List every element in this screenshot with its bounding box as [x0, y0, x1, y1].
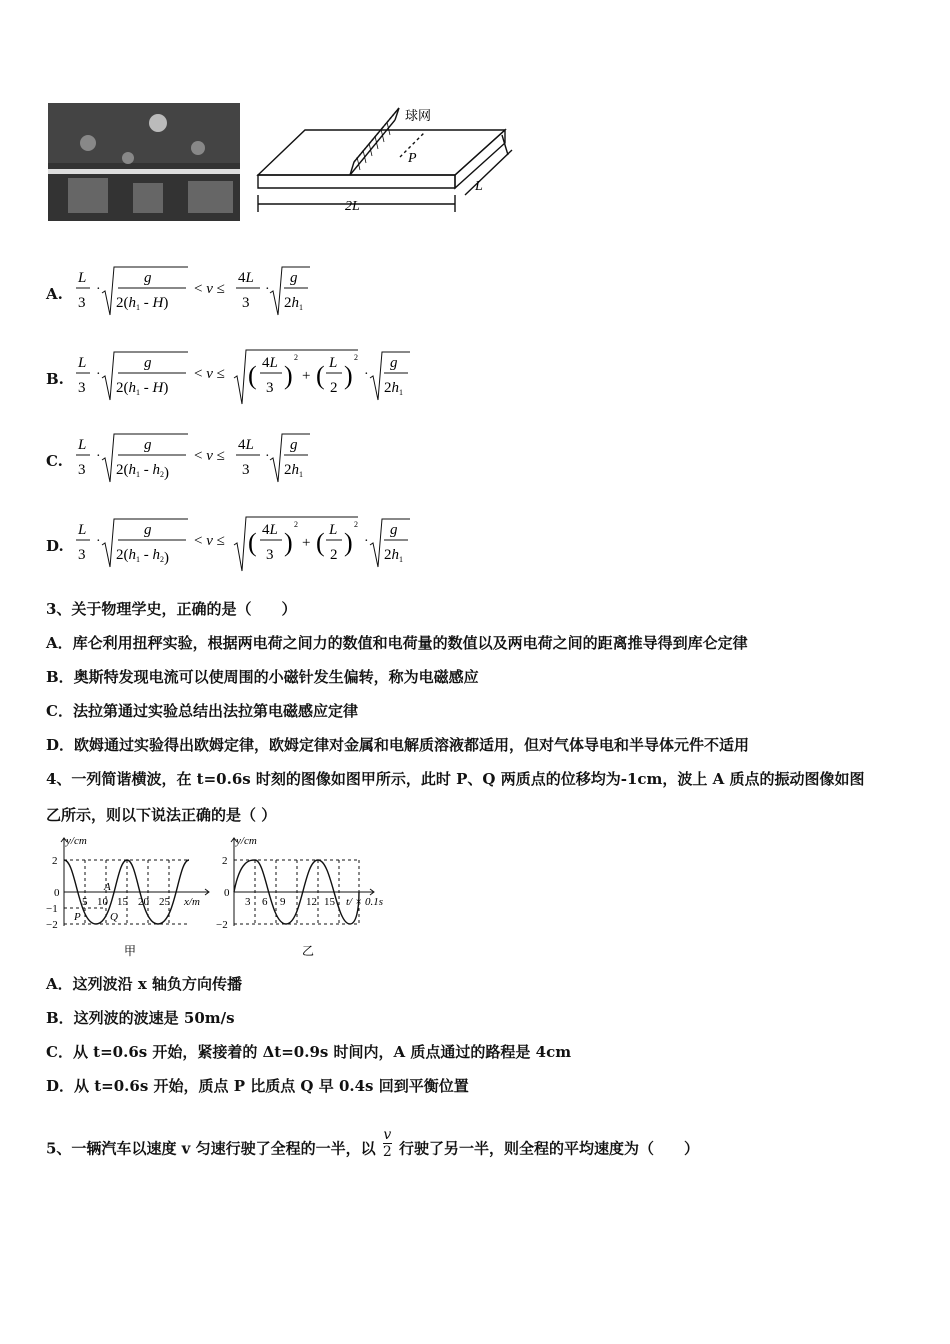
q2-option-formula [76, 263, 436, 325]
width-l-label: L [475, 179, 483, 194]
svg-text:2: 2 [330, 380, 338, 396]
graph-a-point-a: A [104, 881, 111, 893]
svg-text:3: 3 [242, 295, 250, 311]
graph-b-ytick: 2 [222, 855, 228, 867]
svg-text:·: · [96, 367, 101, 382]
svg-text:< v ≤: < v ≤ [194, 448, 225, 464]
svg-text:g: g [290, 270, 298, 286]
graph-a-xtick: 5 [82, 896, 88, 908]
svg-text:2(h1 - H): $2(h_1 - H)$ [116, 295, 169, 312]
svg-text:g: g [144, 522, 152, 538]
graph-a-xtick: 10 [97, 896, 108, 908]
svg-text:4L: 4L [238, 437, 254, 453]
svg-text:2: 2 [294, 520, 298, 529]
svg-text:< v ≤: < v ≤ [194, 533, 225, 549]
q3-option-d: D．欧姆通过实验得出欧姆定律，欧姆定律对金属和电解质溶液都适用，但对气体导电和半导体元件不适用 [46, 736, 750, 754]
graph-a-ytick: 0 [54, 887, 60, 899]
svg-text:g: g [390, 522, 398, 538]
point-p-label: P [408, 151, 417, 166]
q5-fraction [383, 1127, 392, 1160]
svg-text:(: ( [248, 361, 257, 390]
svg-text:): ) [284, 528, 293, 557]
svg-text:): ) [344, 361, 353, 390]
vibration-graph-b [214, 830, 404, 960]
svg-text:L: L [329, 522, 338, 538]
svg-text:4L: 4L [238, 270, 254, 286]
q4-stem-line2: 乙所示，则以下说法正确的是（ ） [46, 806, 277, 824]
graph-a-xtick: 15 [117, 896, 128, 908]
graph-b-xlabel: t/ × 0.1s [346, 896, 384, 908]
graph-b-ytick: −2 [216, 919, 228, 931]
q3-stem: 3、关于物理学史，正确的是（ ） [46, 600, 297, 618]
svg-text:(: ( [248, 528, 257, 557]
graph-b-ylabel: y/cm [236, 835, 257, 847]
svg-text:2: 2 [294, 353, 298, 362]
q2-option-formula [76, 430, 436, 492]
svg-text:·: · [96, 282, 101, 297]
q5-frac-num: v [383, 1127, 392, 1143]
svg-text:2: 2 [330, 547, 338, 563]
q3-option-c: C．法拉第通过实验总结出法拉第电磁感应定律 [46, 702, 358, 720]
svg-text:·: · [265, 282, 270, 297]
q2-option-label: A. [46, 285, 63, 303]
q4-option-d: D．从 t=0.6s 开始，质点 P 比质点 Q 早 0.4s 回到平衡位置 [46, 1077, 469, 1095]
graph-a-xtick: 20 [138, 896, 149, 908]
court-diagram [250, 100, 520, 225]
graph-a-point-p: P [74, 911, 81, 923]
q5-stem-after: 行驶了另一半，则全程的平均速度为（ ） [399, 1139, 700, 1158]
svg-text:·: · [96, 449, 101, 464]
q2-option-formula [76, 348, 436, 410]
svg-text:(: ( [316, 528, 325, 557]
wave-graph-a [44, 830, 214, 960]
q5-stem-before: 5、一辆汽车以速度 v 匀速行驶了全程的一半，以 [46, 1139, 376, 1158]
svg-text:+: + [302, 368, 311, 384]
graph-b-xtick: 15 [324, 896, 335, 908]
svg-text:g: g [290, 437, 298, 453]
net-label: 球网 [405, 108, 432, 123]
svg-text:2(h1 - h2): $2(h_1 - h_2)$ [116, 547, 169, 566]
q2-option-label: D. [46, 537, 64, 555]
graph-a-ytick: −2 [46, 919, 58, 931]
svg-text:3: 3 [78, 295, 86, 311]
svg-text:g: g [144, 437, 152, 453]
length-2l-label: 2L [345, 199, 360, 214]
q4-stem-line1: 4、一列简谐横波，在 t=0.6s 时刻的图像如图甲所示，此时 P、Q 两质点的位移均为-1cm，波上 A 质点的振动图像如图 [46, 770, 865, 788]
graph-b-xtick: 6 [262, 896, 268, 908]
svg-text:g: g [144, 270, 152, 286]
q5-frac-den: 2 [382, 1144, 392, 1160]
q2-option-formula [76, 515, 436, 577]
graph-a-point-q: Q [110, 911, 118, 923]
svg-text:3: 3 [78, 547, 86, 563]
svg-text:·: · [96, 534, 101, 549]
volleyball-photo [48, 103, 240, 221]
svg-text:·: · [265, 449, 270, 464]
svg-text:L: L [78, 355, 87, 371]
graph-a-ytick: 2 [52, 855, 58, 867]
svg-text:L: L [78, 270, 87, 286]
graph-b-xtick: 3 [245, 896, 251, 908]
graph-a-ytick: −1 [46, 903, 58, 915]
svg-text:L: L [329, 355, 338, 371]
svg-text:L: L [78, 522, 87, 538]
graph-b-caption: 乙 [302, 944, 315, 958]
svg-text:L: L [78, 437, 87, 453]
svg-text:3: 3 [266, 380, 274, 396]
svg-text:2h1: $2h_1$ [284, 295, 303, 312]
q5-stem [46, 1127, 700, 1166]
svg-text:+: + [302, 535, 311, 551]
svg-text:2h1: $2h_1$ [284, 462, 303, 479]
q4-option-b: B．这列波的波速是 50m/s [46, 1009, 235, 1027]
svg-text:< v ≤: < v ≤ [194, 281, 225, 297]
svg-text:3: 3 [78, 380, 86, 396]
graph-a-xtick: 25 [159, 896, 170, 908]
svg-text:g: g [390, 355, 398, 371]
q2-option-label: C. [46, 452, 63, 470]
svg-text:2(h1 - H): $2(h_1 - H)$ [116, 380, 169, 397]
svg-text:3: 3 [242, 462, 250, 478]
q2-option-label: B. [46, 370, 64, 388]
svg-text:·: · [364, 534, 369, 549]
graph-b-xtick: 12 [306, 896, 317, 908]
svg-text:g: g [144, 355, 152, 371]
q3-option-a: A．库仑利用扭秤实验，根据两电荷之间力的数值和电荷量的数值以及两电荷之间的距离推导得到库仑定律 [46, 634, 748, 652]
svg-text:4L: 4L [262, 522, 278, 538]
svg-text:3: 3 [78, 462, 86, 478]
graph-a-ylabel: y/cm [66, 835, 87, 847]
graph-a-caption: 甲 [124, 944, 137, 958]
svg-text:2(h1 - h2): $2(h_1 - h_2)$ [116, 462, 169, 481]
graph-a-xlabel: x/m [184, 896, 200, 908]
q4-option-c: C．从 t=0.6s 开始，紧接着的 Δt=0.9s 时间内，A 质点通过的路程是 4cm [46, 1043, 572, 1061]
svg-text:(: ( [316, 361, 325, 390]
svg-text:3: 3 [266, 547, 274, 563]
svg-text:2: 2 [354, 353, 358, 362]
svg-text:2h1: $2h_1$ [384, 380, 403, 397]
q4-option-a: A．这列波沿 x 轴负方向传播 [46, 975, 243, 993]
svg-text:< v ≤: < v ≤ [194, 366, 225, 382]
svg-text:): ) [284, 361, 293, 390]
svg-text:·: · [364, 367, 369, 382]
svg-text:): ) [344, 528, 353, 557]
q3-option-b: B．奥斯特发现电流可以使周围的小磁针发生偏转，称为电磁感应 [46, 668, 479, 686]
svg-text:4L: 4L [262, 355, 278, 371]
graph-b-ytick: 0 [224, 887, 230, 899]
svg-text:2h1: $2h_1$ [384, 547, 403, 564]
svg-text:2: 2 [354, 520, 358, 529]
graph-b-xtick: 9 [280, 896, 286, 908]
